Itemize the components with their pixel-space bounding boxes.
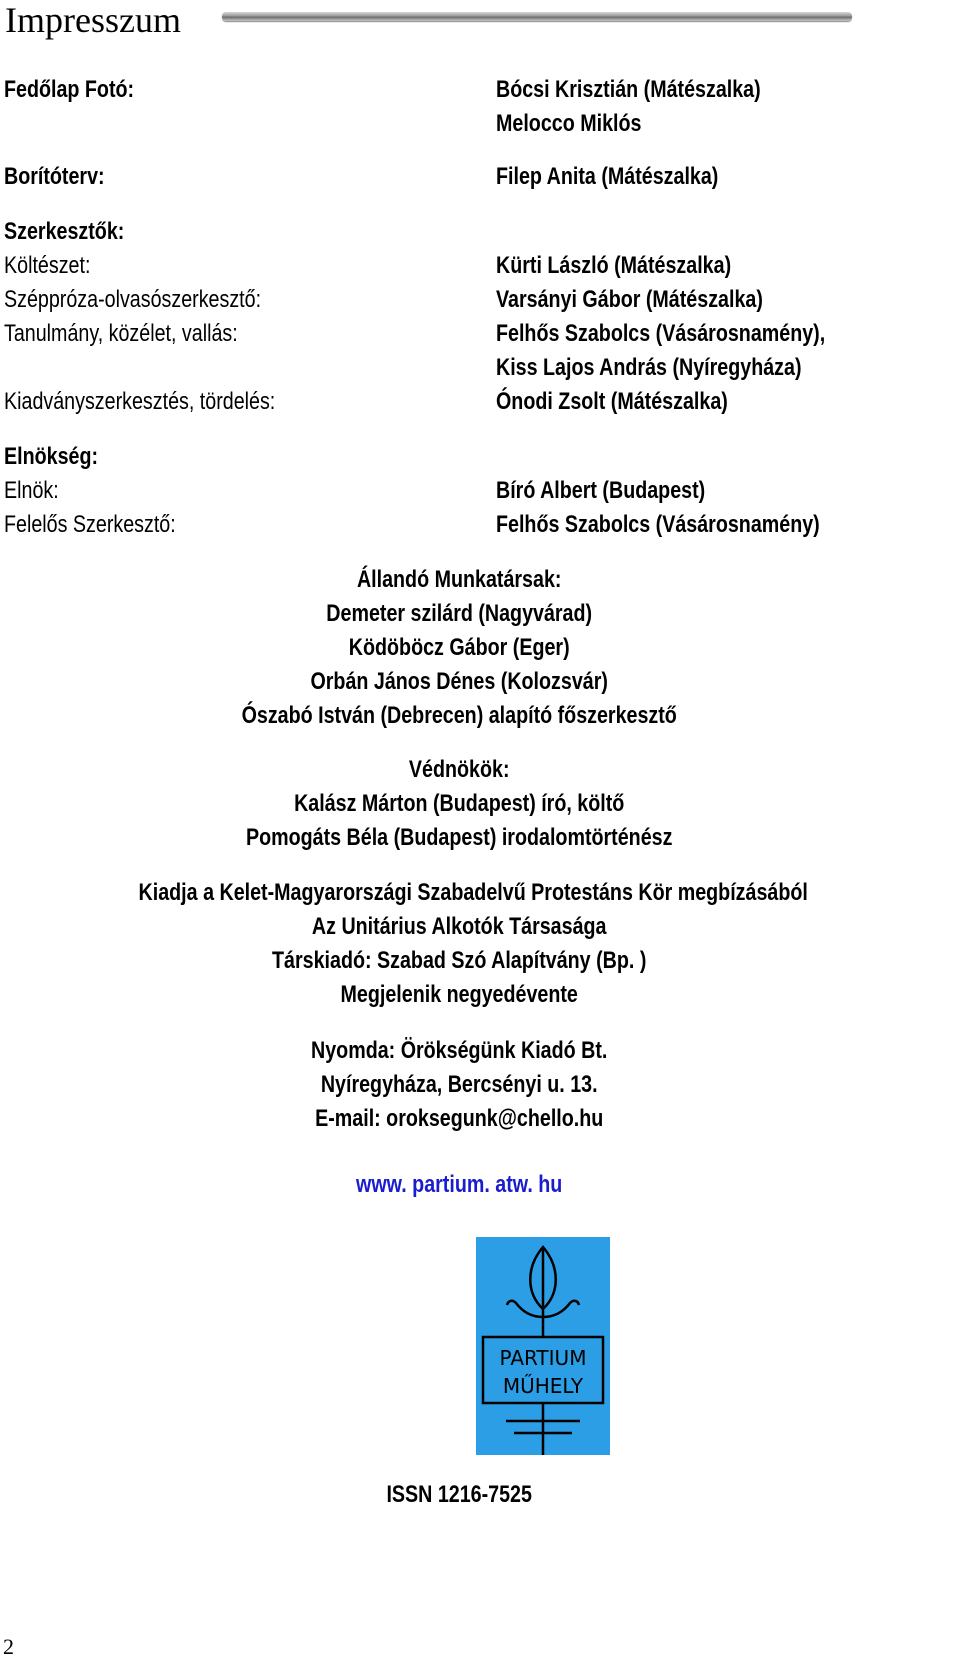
editors-heading: Szerkesztők: bbox=[4, 218, 125, 245]
staff-line: Ködöböcz Gábor (Eger) bbox=[348, 634, 570, 661]
email-line: E-mail: oroksegunk@chello.hu bbox=[315, 1105, 604, 1132]
president-label: Elnök: bbox=[4, 477, 59, 504]
staff-line: Ószabó István (Debrecen) alapító főszerkesztő bbox=[241, 702, 677, 729]
issn: ISSN 1216-7525 bbox=[386, 1481, 532, 1508]
editor-name-studies-1: Felhős Szabolcs (Vásárosnamény), bbox=[496, 320, 826, 347]
cover-photo-name-2: Melocco Miklós bbox=[496, 110, 642, 137]
editor-name-studies-2: Kiss Lajos András (Nyíregyháza) bbox=[496, 354, 802, 381]
cover-photo-name-1: Bócsi Krisztián (Mátészalka) bbox=[496, 76, 761, 103]
printer-line: Nyíregyháza, Bercsényi u. 13. bbox=[320, 1071, 598, 1098]
publisher-line: Megjelenik negyedévente bbox=[340, 981, 578, 1008]
editor-label-layout: Kiadványszerkesztés, tördelés: bbox=[4, 388, 276, 415]
editor-label-studies: Tanulmány, közélet, vallás: bbox=[4, 320, 238, 347]
logo-text-line1: PARTIUM bbox=[499, 1346, 587, 1370]
page-number: 2 bbox=[3, 1634, 14, 1659]
president-name: Bíró Albert (Budapest) bbox=[496, 477, 706, 504]
printer-line: Nyomda: Örökségünk Kiadó Bt. bbox=[311, 1037, 608, 1064]
presidency-heading: Elnökség: bbox=[4, 443, 99, 470]
editor-name-prose: Varsányi Gábor (Mátészalka) bbox=[496, 286, 763, 313]
editor-name-poetry: Kürti László (Mátészalka) bbox=[496, 252, 732, 279]
page-title: Impresszum bbox=[5, 0, 181, 40]
editor-name-layout: Ónodi Zsolt (Mátészalka) bbox=[496, 388, 728, 415]
website-link[interactable]: www. partium. atw. hu bbox=[356, 1171, 563, 1198]
cover-design-label: Borítóterv: bbox=[4, 163, 105, 190]
staff-line: Demeter szilárd (Nagyvárad) bbox=[326, 600, 593, 627]
staff-line: Orbán János Dénes (Kolozsvár) bbox=[310, 668, 608, 695]
partium-muhely-logo bbox=[476, 1237, 610, 1455]
patron-line: Kalász Márton (Budapest) író, költő bbox=[294, 790, 625, 817]
cover-photo-label: Fedőlap Fotó: bbox=[4, 76, 135, 103]
editor-in-chief-name: Felhős Szabolcs (Vásárosnamény) bbox=[496, 511, 820, 538]
editor-label-prose: Széppróza-olvasószerkesztő: bbox=[4, 286, 262, 313]
editor-label-poetry: Költészet: bbox=[4, 252, 91, 279]
patron-line: Pomogáts Béla (Budapest) irodalomtörténész bbox=[245, 824, 673, 851]
title-rule bbox=[222, 12, 852, 21]
logo-text-line2: MŰHELY bbox=[502, 1374, 584, 1398]
publisher-line: Kiadja a Kelet-Magyarországi Szabadelvű Protestáns Kör megbízásából bbox=[138, 879, 808, 906]
publisher-line: Társkiadó: Szabad Szó Alapítvány (Bp. ) bbox=[272, 947, 647, 974]
editor-in-chief-label: Felelős Szerkesztő: bbox=[4, 511, 176, 538]
staff-heading: Állandó Munkatársak: bbox=[356, 566, 562, 593]
cover-design-name: Filep Anita (Mátészalka) bbox=[496, 163, 719, 190]
publisher-line: Az Unitárius Alkotók Társasága bbox=[311, 913, 607, 940]
patrons-heading: Védnökök: bbox=[408, 756, 510, 783]
